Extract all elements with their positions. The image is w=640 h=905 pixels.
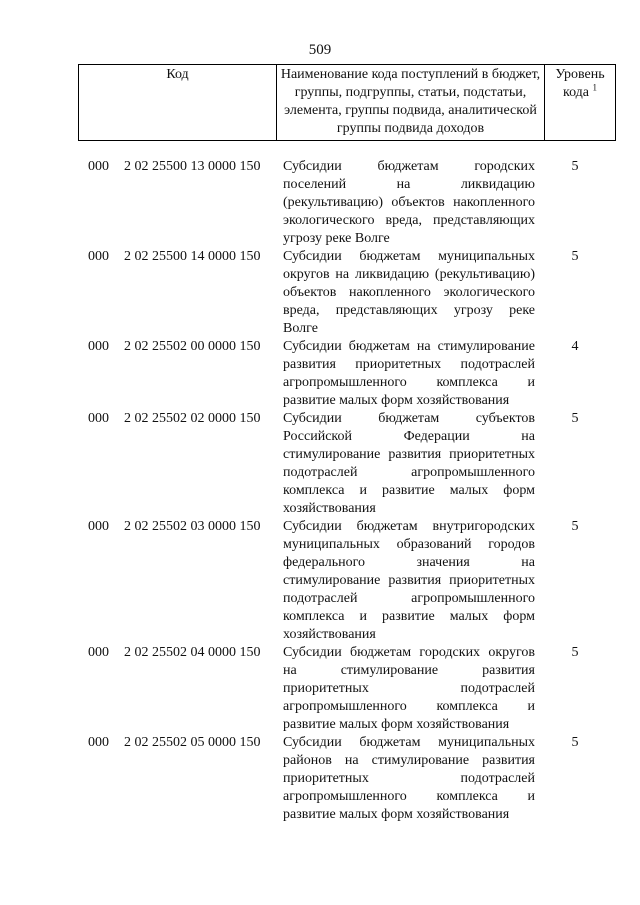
revenue-code: 2 02 25502 04 0000 150 bbox=[124, 645, 261, 660]
code-level: 4 bbox=[571, 339, 579, 354]
table-row bbox=[0, 644, 640, 734]
code-level: 5 bbox=[571, 519, 579, 534]
admin-code: 000 bbox=[88, 339, 109, 354]
revenue-name: Субсидии бюджетам муниципальных районов на стимулирование развития приоритетных подотраслей агропромышленного комплекса и развитие малых форм хозяйствования bbox=[283, 735, 535, 822]
revenue-name: Субсидии бюджетам городских поселений на ликвидацию (рекультивацию) объектов накопленного экологического вреда, представляющих угрозу реке Волге bbox=[283, 159, 535, 246]
code-level: 5 bbox=[571, 411, 579, 426]
header-level-label: Уровень кода bbox=[555, 67, 605, 100]
code-level: 5 bbox=[571, 645, 579, 660]
revenue-name: Субсидии бюджетам на стимулирование развития приоритетных подотраслей агропромышленного комплекса и развитие малых форм хозяйствования bbox=[283, 339, 535, 408]
admin-code: 000 bbox=[88, 249, 109, 264]
revenue-code: 2 02 25502 05 0000 150 bbox=[124, 735, 261, 750]
table-row bbox=[0, 248, 640, 338]
admin-code: 000 bbox=[88, 645, 109, 660]
revenue-code: 2 02 25500 14 0000 150 bbox=[124, 249, 261, 264]
page-number: 509 bbox=[308, 42, 332, 58]
revenue-name: Субсидии бюджетам муниципальных округов на ликвидацию (рекультивацию) объектов накопленного экологического вреда, представляющих угрозу реке Волге bbox=[283, 249, 535, 336]
header-level-footnote: 1 bbox=[592, 82, 598, 93]
revenue-name: Субсидии бюджетам субъектов Российской Федерации на стимулирование развития приоритетных подотраслей агропромышленного комплекса и развитие малых форм хозяйствования bbox=[283, 411, 535, 516]
code-level: 5 bbox=[571, 735, 579, 750]
header-level bbox=[545, 65, 616, 141]
table-header bbox=[78, 64, 616, 141]
revenue-code: 2 02 25502 03 0000 150 bbox=[124, 519, 261, 534]
table-row bbox=[0, 158, 640, 248]
admin-code: 000 bbox=[88, 519, 109, 534]
header-code: Код bbox=[79, 65, 277, 141]
table-row bbox=[0, 410, 640, 518]
admin-code: 000 bbox=[88, 159, 109, 174]
table-body bbox=[0, 158, 640, 824]
table-row bbox=[0, 734, 640, 824]
revenue-code: 2 02 25502 02 0000 150 bbox=[124, 411, 261, 426]
revenue-name: Субсидии бюджетам внутригородских муниципальных образований городов федерального значения на стимулирование развития приоритетных подотраслей агропромышленного комплекса и развитие малых форм хозяйствования bbox=[283, 519, 535, 642]
code-level: 5 bbox=[571, 249, 579, 264]
header-name: Наименование кода поступлений в бюджет, группы, подгруппы, статьи, подстатьи, элемента, группы подвида, аналитической группы подвида доходов bbox=[277, 65, 545, 141]
revenue-code: 2 02 25502 00 0000 150 bbox=[124, 339, 261, 354]
table-row bbox=[0, 338, 640, 410]
admin-code: 000 bbox=[88, 735, 109, 750]
revenue-code: 2 02 25500 13 0000 150 bbox=[124, 159, 261, 174]
revenue-name: Субсидии бюджетам городских округов на стимулирование развития приоритетных подотраслей агропромышленного комплекса и развитие малых форм хозяйствования bbox=[283, 645, 535, 732]
admin-code: 000 bbox=[88, 411, 109, 426]
code-level: 5 bbox=[571, 159, 579, 174]
table-row bbox=[0, 518, 640, 644]
